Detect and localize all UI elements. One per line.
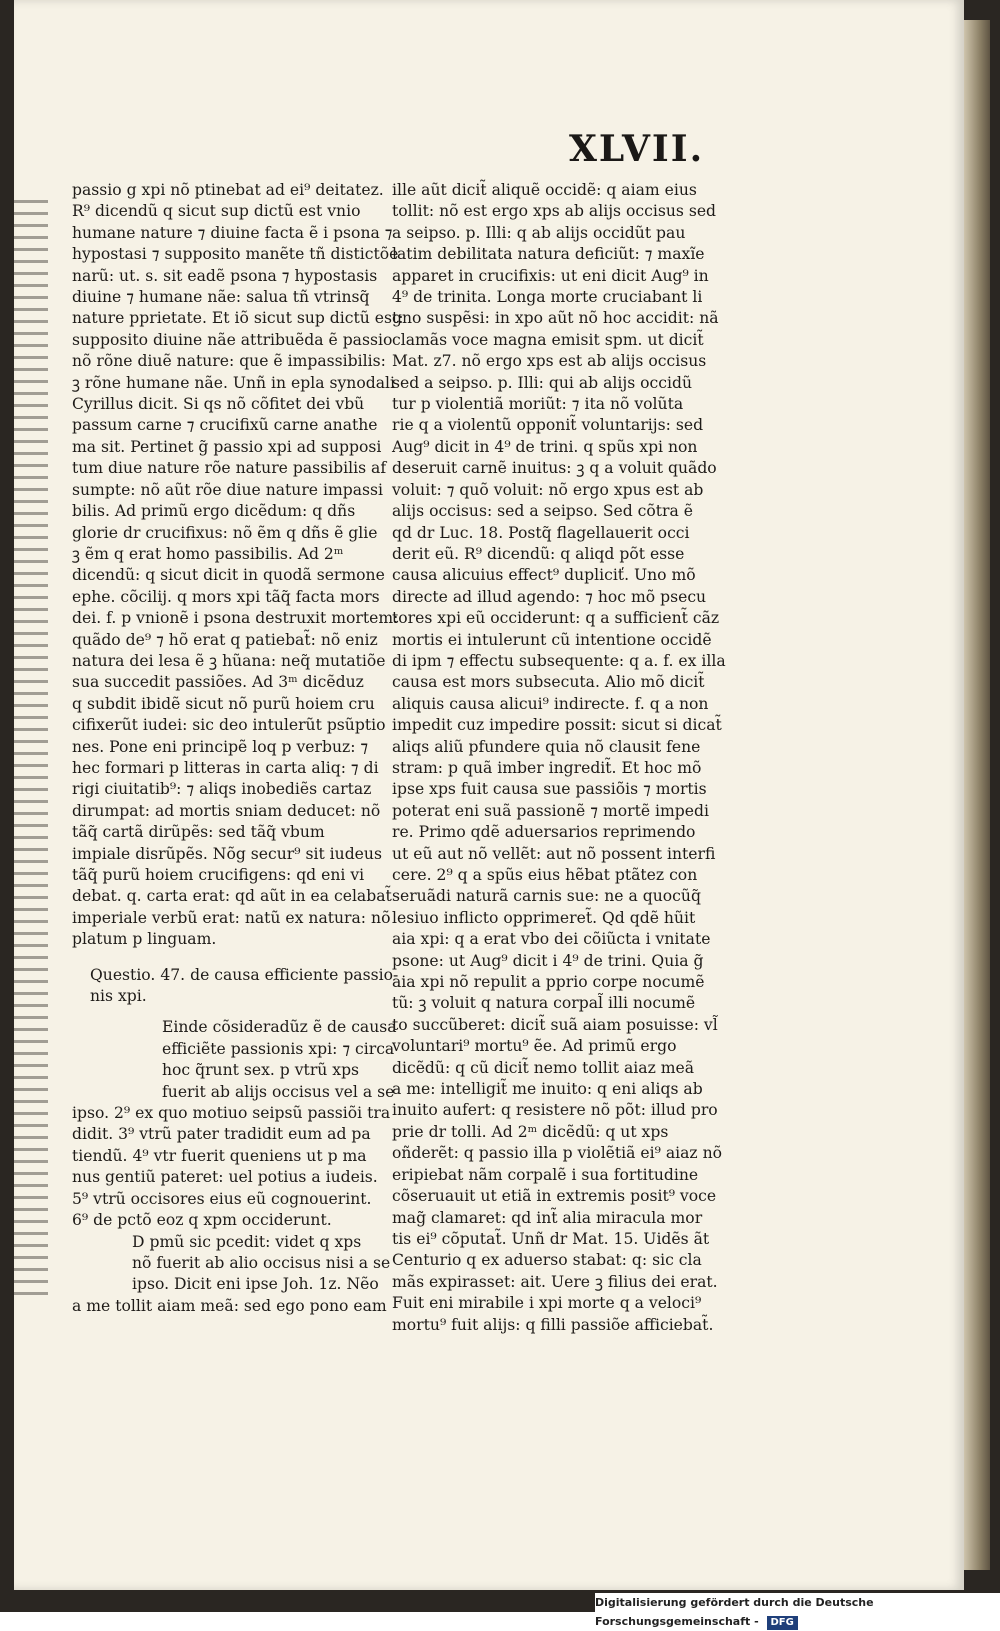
text-line: ꝫ ẽm q erat homo passibilis. Ad 2ᵐ [72, 544, 344, 563]
text-line: ille aũt dicit̃ aliquẽ occidẽ: q aiam eius [392, 181, 697, 199]
text-line: ephe. cõcilij. q mors xpi tãq̃ facta mors [72, 587, 380, 606]
text-line: a me: intelligit̃ me inuito: q eni aliqs ab [392, 1080, 703, 1099]
text-line: aliqs aliũ pfundere quia nõ clausit fene [392, 737, 701, 756]
text-line: ipse xps fuit causa sue passiõis ⁊ mortis [392, 780, 707, 799]
text-line: natura dei lesa ẽ ꝫ hũana: neq̃ mutatiõe [72, 651, 386, 670]
text-line: inuito aufert: q resistere nõ põt: illud pro [392, 1101, 718, 1120]
text-line: fuerit ab alijs occisus vel a se [162, 1082, 395, 1101]
text-line: voluit: ⁊ quõ voluit: nõ ergo xpus est ab [392, 480, 704, 499]
text-line: Einde cõsideradũz ẽ de causa [162, 1018, 397, 1037]
text-line: q subdit ibidẽ sicut nõ purũ hoiem cru [72, 694, 375, 713]
text-line: passio g xpi nõ ptinebat ad ei⁹ deitatez. [72, 181, 384, 199]
text-line: aliquis causa alicui⁹ indirecte. f. q a non [392, 694, 709, 713]
text-line: sumpte: nõ aũt rõe diue nature impassi [72, 480, 384, 499]
text-line: efficiẽte passionis xpi: ⁊ circa [162, 1039, 395, 1058]
text-line: deseruit carnẽ inuitus: ꝫ q a voluit quãdo [392, 459, 717, 478]
text-line: supposito diuine nãe attribuẽda ẽ passio [72, 330, 393, 349]
text-line: stram: p quã imber ingredit̃. Et hoc mõ [392, 758, 702, 777]
text-line: Fuit eni mirabile i xpi morte q a veloci⁹ [392, 1294, 702, 1313]
text-line: nature pprietate. Et iõ sicut sup dictũ est: [72, 309, 404, 328]
text-line: derit eũ. R⁹ dicendũ: q aliqd põt esse [392, 544, 685, 563]
left-body-text [72, 180, 404, 951]
text-line: causa est mors subsecuta. Alio mõ dicit̃ [392, 673, 705, 692]
text-line: hec formari p litteras in carta aliq: ⁊ di [72, 758, 379, 777]
text-line: dei. f. p vnionẽ i psona destruxit mortem: [72, 609, 399, 628]
text-line: aia xpi: q a erat vbo dei cõiũcta i vnitate [392, 930, 711, 949]
text-line: 4⁹ de trinita. Longa morte cruciabant li [392, 288, 703, 307]
text-line: aia xpi nõ repulit a pprio corpe nocumẽ [392, 973, 705, 992]
left-column [72, 180, 404, 1317]
text-line: gno suspẽsi: in xpo aũt nõ hoc accidit: nã [392, 309, 719, 328]
text-line: platum p linguam. [72, 930, 217, 949]
text-line: sua succedit passiões. Ad 3ᵐ dicẽduz [72, 673, 364, 692]
text-line: a me tollit aiam meã: sed ego pono eam [72, 1296, 387, 1315]
text-line: to succũberet: dicit̃ suã aiam posuisse: vl̃ [392, 1015, 718, 1034]
text-line: D pmũ sic pcedit: videt q xps [132, 1232, 362, 1251]
text-line: cere. 2⁹ q a spũs eius hẽbat ptãtez con [392, 866, 698, 884]
text-line: glorie dr crucifixus: nõ ẽm q dñs ẽ glie [72, 523, 378, 542]
text-line: causa alicuius effect⁹ dupliciť. Uno mõ [392, 566, 696, 585]
text-line: re. Primo qdẽ aduersarios reprimendo [392, 823, 696, 842]
text-line: latim debilitata natura deficiũt: ⁊ maxĩe [392, 245, 705, 264]
text-line: Centurio q ex aduerso stabat: q: sic cla [392, 1251, 702, 1270]
text-line: cõseruauit ut etiã in extremis posit⁹ voce [392, 1187, 717, 1206]
text-line: mortis ei intulerunt cũ intentione occidẽ [392, 630, 712, 649]
text-line: prie dr tolli. Ad 2ᵐ dicẽdũ: q ut xps [392, 1122, 669, 1141]
text-line: di ipm ⁊ effectu subsequente: q a. f. ex illa [392, 651, 726, 670]
text-line: Cyrillus dicit. Si qs nõ cõfitet dei vbũ [72, 395, 365, 414]
question-articles [72, 1103, 391, 1231]
right-column [392, 180, 726, 1336]
text-line: tum diue nature rõe nature passibilis af [72, 459, 387, 478]
text-line: oñderẽt: q passio illa p violẽtiã ei⁹ aiaz nõ [392, 1144, 723, 1163]
text-line: ipso. 2⁹ ex quo motiuo seipsũ passiõi tra [72, 1104, 391, 1123]
page-edge [964, 20, 990, 1570]
text-line: alijs occisus: sed a seipso. Sed cõtra ẽ [392, 502, 693, 521]
text-line: tiendũ. 4⁹ vtr fuerit queniens ut p ma [72, 1146, 367, 1165]
text-line: lesiuo inflicto opprimeret̃. Qd qdẽ hũit [392, 908, 696, 927]
text-line: tãq̃ cartã dirũpẽs: sed tãq̃ vbum [72, 823, 325, 842]
text-line: voluntari⁹ mortu⁹ ẽe. Ad primũ ergo [392, 1037, 677, 1056]
text-line: bilis. Ad primũ ergo dicẽdum: q dñs [72, 502, 356, 521]
dfg-logo: DFG [767, 1616, 798, 1630]
text-line: diuine ⁊ humane nãe: salua tñ vtrinsq̃ [72, 288, 370, 307]
text-line: mãs expirasset: ait. Uere ꝫ filius dei erat. [392, 1272, 718, 1291]
facing-page-bleed [14, 200, 48, 1300]
text-line: ma sit. Pertinet g̃ passio xpi ad supposi [72, 437, 382, 456]
text-line: psone: ut Aug⁹ dicit i 4⁹ de trini. Quia g̃ [392, 951, 704, 970]
text-line: debat. q. carta erat: qd aũt in ea celabat̃ [72, 887, 392, 906]
text-line: narũ: ut. s. sit eadẽ psona ⁊ hypostasis [72, 266, 378, 285]
text-line: poterat eni suã passionẽ ⁊ mortẽ impedi [392, 801, 709, 820]
question-heading [72, 965, 399, 1008]
text-line: R⁹ dicendũ q sicut sup dictũ est vnio [72, 202, 361, 221]
text-line: rigi ciuitatib⁹: ⁊ aliqs inobediẽs cartaz [72, 780, 372, 799]
text-line: quãdo de⁹ ⁊ hõ erat q patiebat̃: nõ eniz [72, 630, 378, 649]
text-line: qd dr Luc. 18. Postq̃ flagellauerit occi [392, 523, 690, 542]
text-line: impiale disrũpẽs. Nõg secur⁹ sit iudeus [72, 844, 382, 863]
text-line: impedit cuz impedire possit: sicut si dicat̃ [392, 716, 722, 735]
text-line: tollit: nõ est ergo xps ab alijs occisus sed [392, 202, 717, 221]
text-line: nõ rõne diuẽ nature: que ẽ impassibilis: [72, 352, 386, 371]
question-first-article [72, 1232, 391, 1296]
text-line: rie q a violentũ opponit̃ voluntarijs: sed [392, 416, 704, 435]
text-line: sed a seipso. p. Illi: qui ab alijs occidũ [392, 373, 693, 392]
text-line: imperiale verbũ erat: natũ ex natura: nõ [72, 908, 391, 927]
text-line: nõ fuerit ab alio occisus nisi a se [132, 1253, 391, 1272]
text-line: 5⁹ vtrũ occisores eius eũ cognouerint. [72, 1189, 372, 1208]
text-line: nus gentiũ pateret: uel potius a iudeis. [72, 1168, 378, 1187]
text-line: passum carne ⁊ crucifixũ carne anathe [72, 416, 378, 435]
text-line: dicendũ: q sicut dicit in quodã sermone [72, 566, 385, 585]
text-line: tur p violentiã moriũt: ⁊ ita nõ volũta [392, 395, 684, 414]
text-line: directe ad illud agendo: ⁊ hoc mõ psecu [392, 587, 707, 606]
text-line: nes. Pone eni principẽ loq p verbuz: ⁊ [72, 737, 369, 756]
text-line: cifixerũt iudei: sic deo intulerũt psũptio [72, 716, 386, 735]
right-body-text [392, 180, 726, 1336]
text-line: ut eũ aut nõ vellẽt: aut nõ possent interfi [392, 844, 716, 863]
footer-credit [595, 1593, 1000, 1628]
text-line: seruãdi naturã carnis sue: ne a quocũq̃ [392, 887, 701, 906]
text-line: ꝫ rõne humane nãe. Unñ in epla synodali [72, 373, 395, 392]
text-line: dirumpat: ad mortis sniam deducet: nõ [72, 801, 381, 820]
question-first-article-end [72, 1296, 387, 1317]
text-line: tãq̃ purũ hoiem crucifigens: qd eni vi [72, 866, 365, 884]
text-line: a seipso. p. Illi: q ab alijs occidũt pau [392, 223, 686, 242]
text-line: tores xpi eũ occiderunt: q a sufficient̃ cãz [392, 609, 720, 628]
footer-text: Digitalisierung gefördert durch die Deutsche Forschungsgemeinschaft - [595, 1596, 874, 1628]
text-line: Mat. z7. nõ ergo xps est ab alijs occisus [392, 352, 707, 371]
text-line: apparet in crucifixis: ut eni dicit Aug⁹ in [392, 266, 709, 285]
text-line: mag̃ clamaret: qd int̃ alia miracula mor [392, 1208, 703, 1227]
text-line: Aug⁹ dicit in 4⁹ de trini. q spũs xpi non [392, 437, 698, 456]
text-line: humane nature ⁊ diuine facta ẽ i psona ⁊ [72, 223, 393, 242]
text-line: Questio. 47. de causa efficiente passio- [90, 965, 399, 984]
text-line: hoc q̃runt sex. p vtrũ xps [162, 1061, 360, 1080]
question-intro-indented [72, 1017, 397, 1103]
text-line: didit. 3⁹ vtrũ pater tradidit eum ad pa [72, 1125, 371, 1144]
text-line: tis ei⁹ cõputat̃. Unñ dr Mat. 15. Uidẽs ãt [392, 1229, 710, 1248]
text-line: dicẽdũ: q cũ dicit̃ nemo tollit aiaz meã [392, 1058, 695, 1077]
folio-number: XLVII. [569, 128, 705, 170]
text-line: eripiebat nãm corpalẽ i sua fortitudine [392, 1165, 699, 1184]
text-line: ipso. Dicit eni ipse Joh. 1z. Nẽo [132, 1275, 379, 1294]
text-line: 6⁹ de pctõ eoz q xpm occiderunt. [72, 1211, 332, 1230]
text-line: clamãs voce magna emisit spm. ut dicit̃ [392, 330, 704, 349]
text-line: nis xpi. [90, 987, 147, 1006]
text-line: tũ: ꝫ voluit q natura corpal̃ illi nocumẽ [392, 994, 696, 1013]
text-line: mortu⁹ fuit alijs: q filli passiõe afficiebat̃. [392, 1315, 714, 1334]
text-line: hypostasi ⁊ supposito manẽte tñ distictõe [72, 245, 399, 264]
